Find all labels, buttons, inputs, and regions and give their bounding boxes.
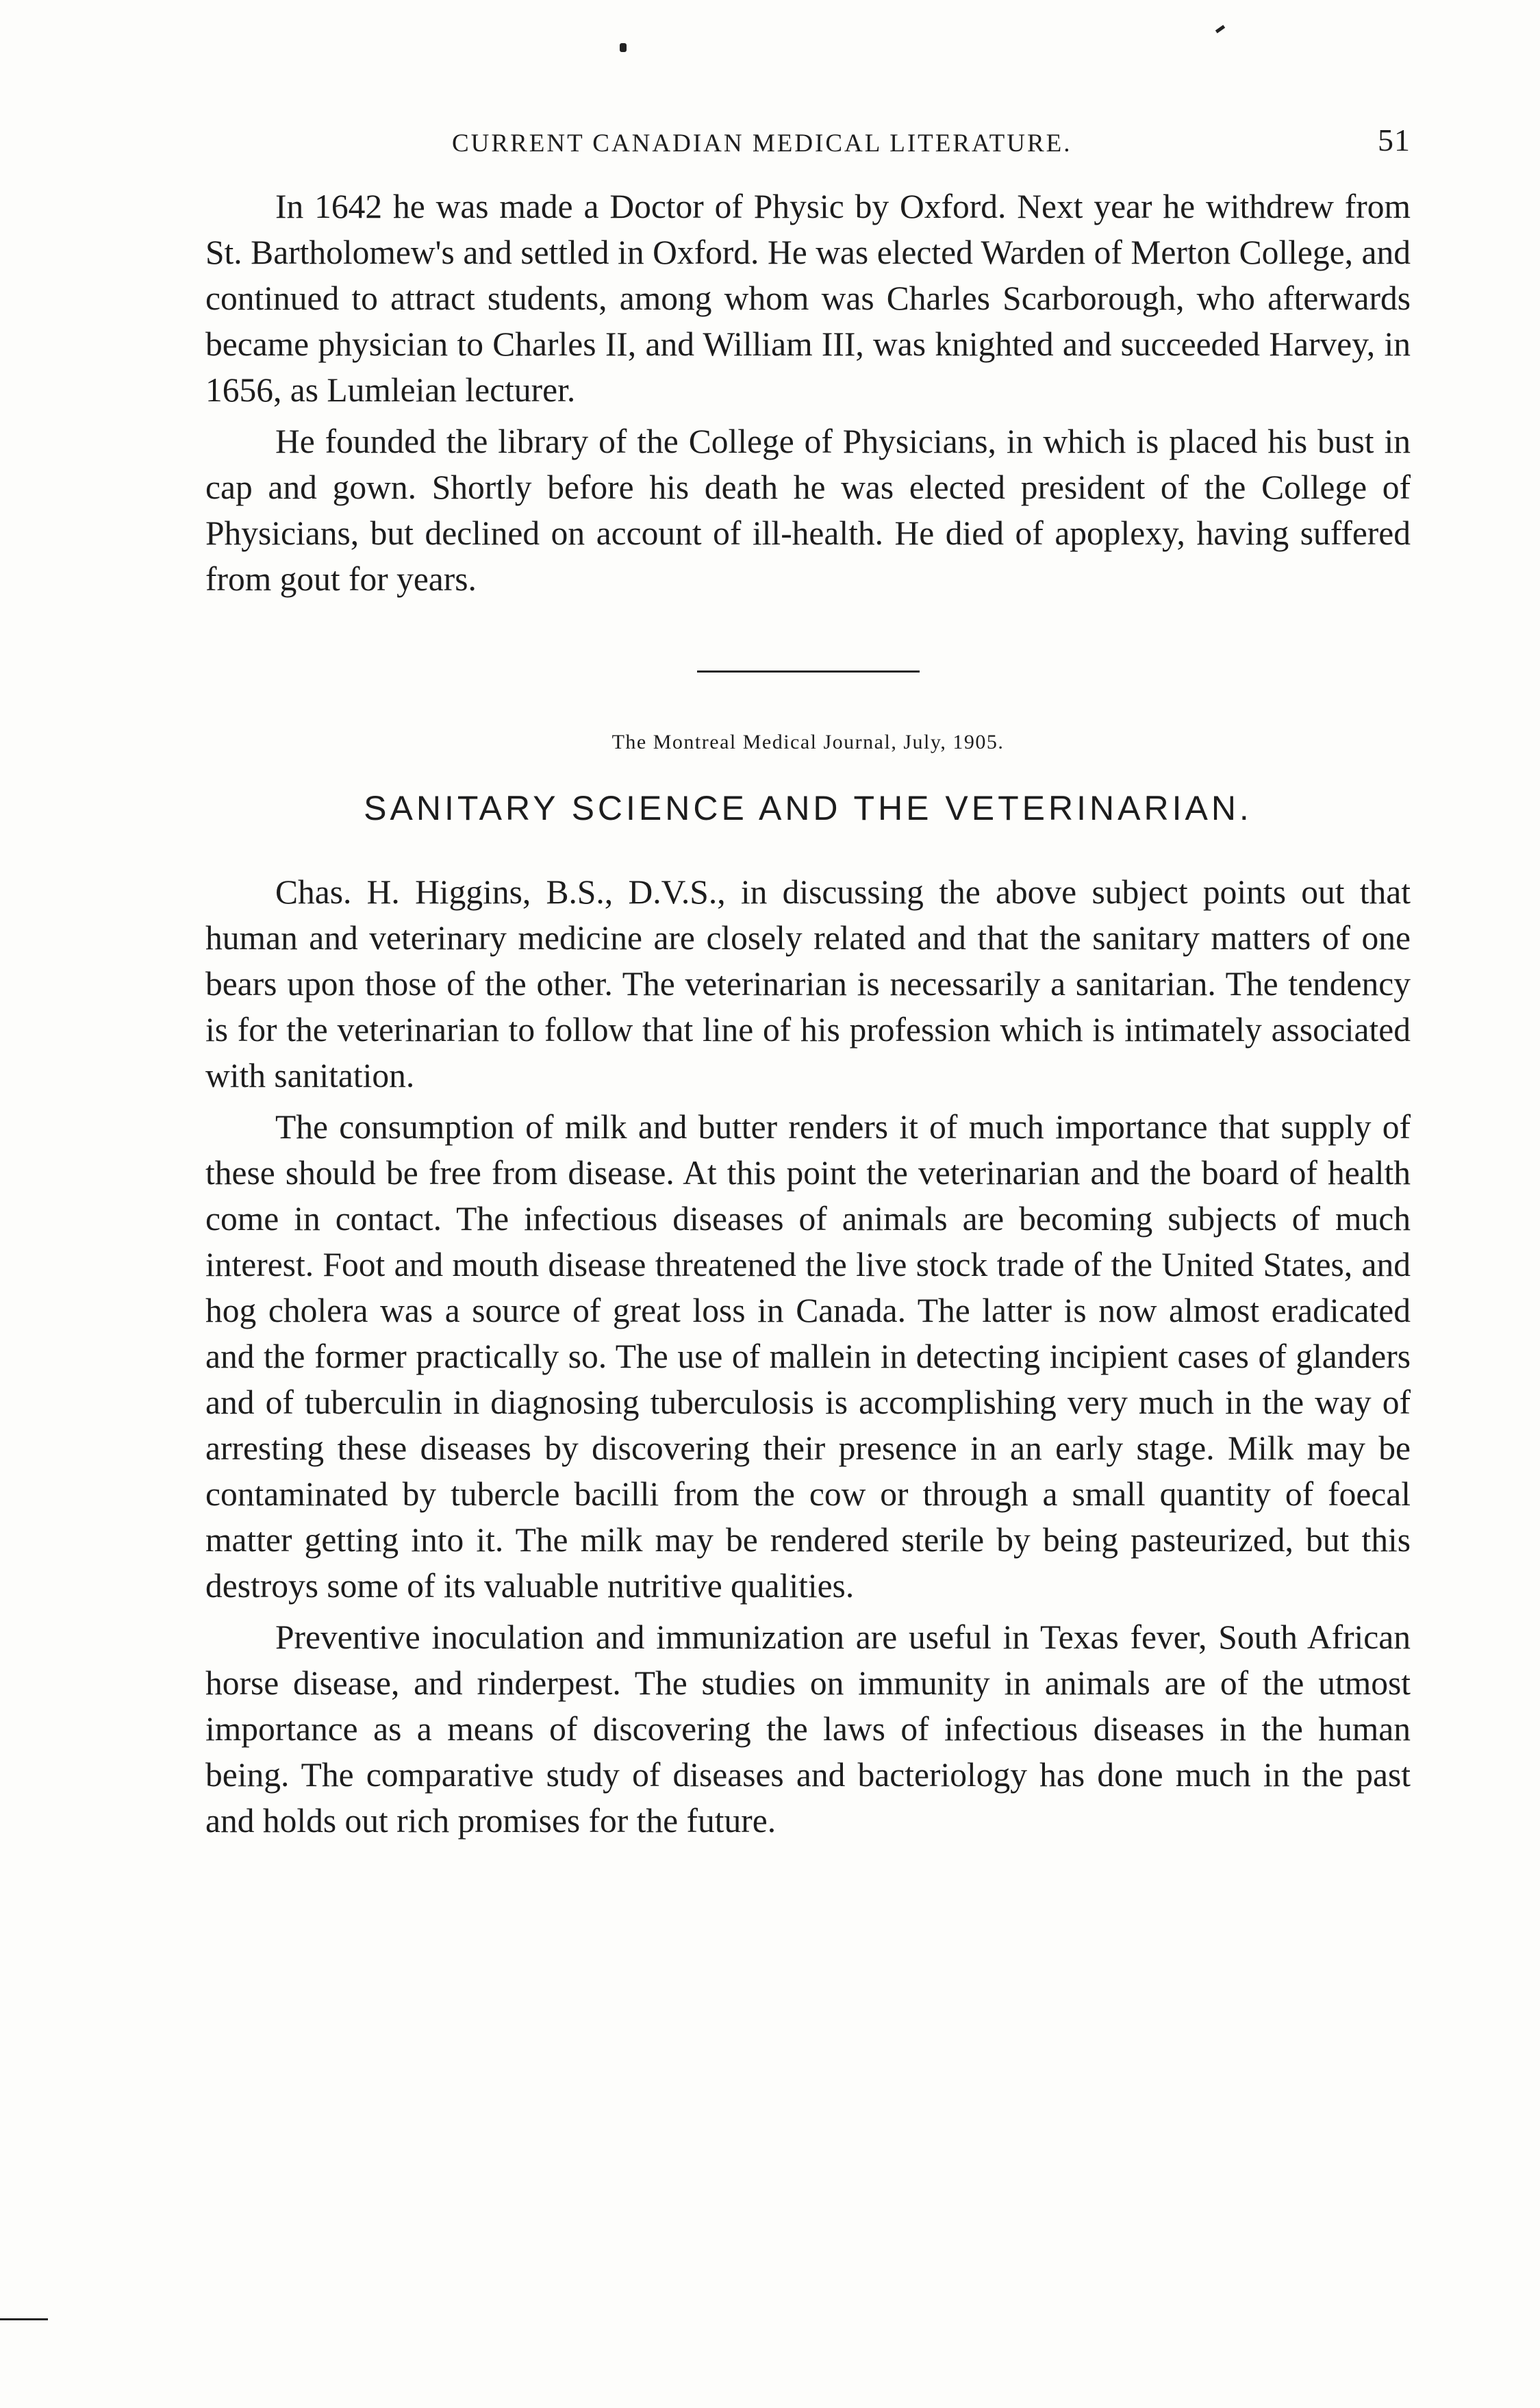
paragraph: Chas. H. Higgins, B.S., D.V.S., in discussing the above subject points out that human and veterinary medicine are closely related and that the sanitary matters of one bears upon those of the other. The veterinarian is necessarily a sanitarian. The tendency is for the veterinarian to follow that line of his profession which is intimately associated with sanitation. bbox=[205, 873, 1411, 1094]
section-divider bbox=[697, 670, 920, 673]
scan-speck bbox=[620, 43, 627, 52]
article-body bbox=[205, 869, 1411, 1844]
article-title: SANITARY SCIENCE AND THE VETERINARIAN. bbox=[364, 789, 1252, 827]
scan-edge-mark bbox=[0, 2318, 48, 2320]
page bbox=[205, 116, 1411, 1844]
scan-speck bbox=[1215, 25, 1225, 33]
paragraph: He founded the library of the College of Physicians, in which is placed his bust in cap and gown. Shortly before his death he was elected president of the College of Physicians, but declined on account of ill-health. He died of apoplexy, having suffered from gout for years. bbox=[205, 423, 1411, 598]
paragraph: In 1642 he was made a Doctor of Physic by Oxford. Next year he withdrew from St. Bartholomew's and settled in Oxford. He was elected Warden of Merton College, and continued to attract students, among whom was Charles Scarborough, who afterwards became physician to Charles II, and William III, was knighted and succeeded Harvey, in 1656, as Lumleian lecturer. bbox=[205, 188, 1411, 409]
previous-article-continuation bbox=[205, 184, 1411, 602]
paragraph: The consumption of milk and butter renders it of much importance that supply of these should be free from disease. At this point the veterinarian and the board of health come in contact. The infectious diseases of animals are becoming subjects of much interest. Foot and mouth disease threatened the live stock trade of the United States, and hog cholera was a source of great loss in Canada. The latter is now almost eradicated and the former practically so. The use of mallein in detecting incipient cases of glanders and of tuberculin in diagnosing tuberculosis is accomplishing very much in the way of arresting these diseases by discovering their presence in an early stage. Milk may be contaminated by tubercle bacilli from the cow or through a small quantity of foecal matter getting into it. The milk may be rendered sterile by being pasteurized, but this destroys some of its valuable nutritive qualities. bbox=[205, 1108, 1411, 1605]
running-title: CURRENT CANADIAN MEDICAL LITERATURE. bbox=[452, 129, 1072, 158]
article-source: The Montreal Medical Journal, July, 1905. bbox=[611, 731, 1005, 753]
running-header bbox=[205, 116, 1411, 164]
paragraph: Preventive inoculation and immunization are useful in Texas fever, South African horse disease, and rinderpest. The studies on immunity in animals are of the utmost importance as a means of discovering the laws of infectious diseases in the human being. The comparative study of diseases and bacteriology has done much in the past and holds out rich promises for the future. bbox=[205, 1618, 1411, 1840]
page-number: 51 bbox=[1378, 123, 1411, 158]
